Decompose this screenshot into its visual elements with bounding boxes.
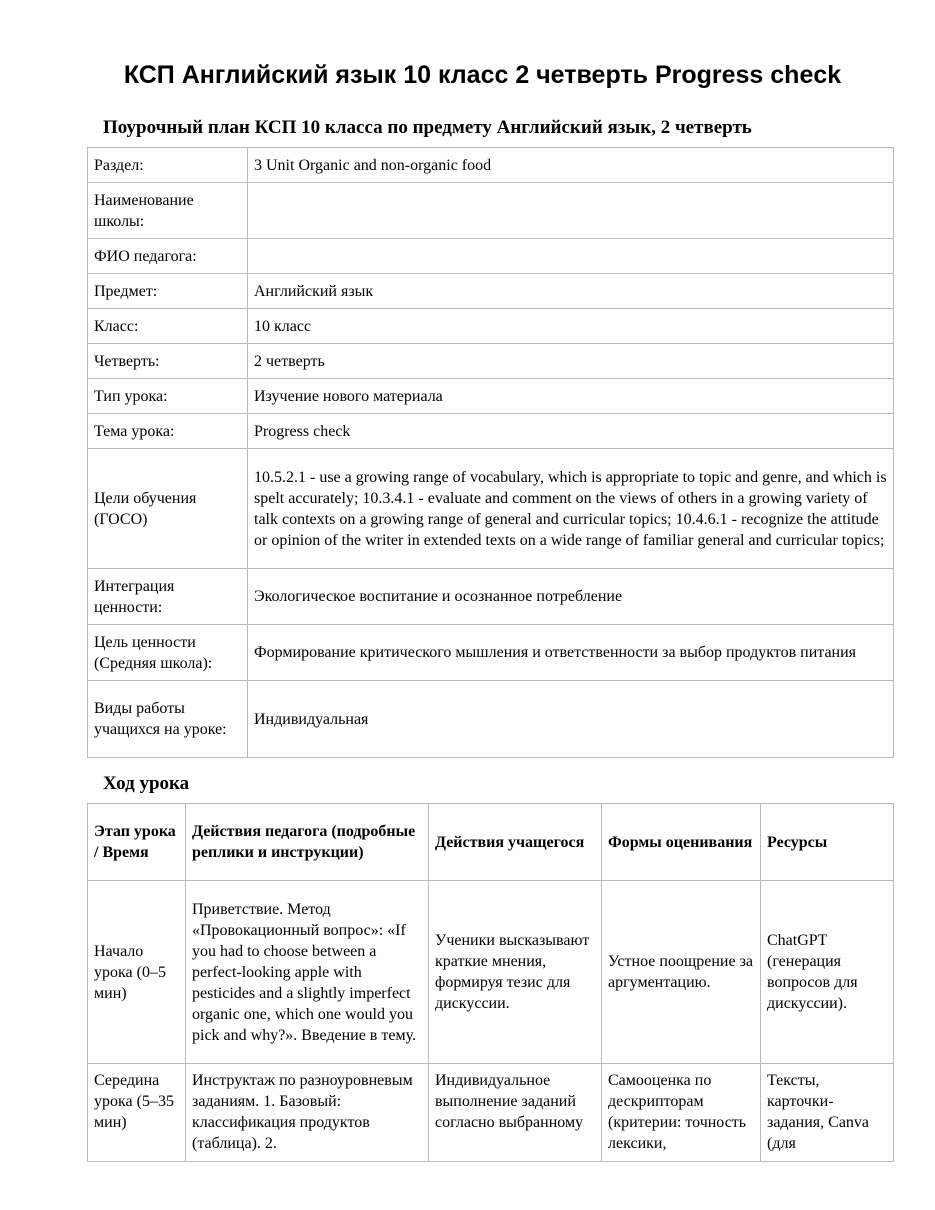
info-row-value-integration	[88, 569, 894, 625]
header-assessment: Формы оценивания	[602, 804, 761, 881]
info-label: Виды работы учащихся на уроке:	[88, 681, 248, 758]
lesson-table-header-row	[88, 804, 894, 881]
lesson-course-heading: Ход урока	[103, 773, 190, 794]
stage-cell: Начало урока (0–5 мин)	[88, 881, 186, 1064]
info-row-school	[88, 183, 894, 239]
info-label: Раздел:	[88, 148, 248, 183]
info-label: Предмет:	[88, 274, 248, 309]
info-value	[248, 239, 894, 274]
info-value: 2 четверть	[248, 344, 894, 379]
assessment-cell: Самооценка по дескрипторам (критерии: точность лексики,	[602, 1064, 761, 1162]
lesson-course-table	[87, 803, 894, 1162]
info-row-quarter	[88, 344, 894, 379]
plan-heading: Поурочный план КСП 10 класса по предмету Английский язык, 2 четверть	[103, 117, 752, 138]
info-row-section	[88, 148, 894, 183]
info-label: ФИО педагога:	[88, 239, 248, 274]
resources-cell: Тексты, карточки-задания, Canva (для	[761, 1064, 894, 1162]
info-value: Progress check	[248, 414, 894, 449]
table-row	[88, 1064, 894, 1162]
info-label: Четверть:	[88, 344, 248, 379]
info-value	[248, 183, 894, 239]
info-value: Формирование критического мышления и ответственности за выбор продуктов питания	[248, 625, 894, 681]
info-row-subject	[88, 274, 894, 309]
header-resources: Ресурсы	[761, 804, 894, 881]
info-row-learning-objectives	[88, 449, 894, 569]
info-label: Тип урока:	[88, 379, 248, 414]
info-label: Тема урока:	[88, 414, 248, 449]
teacher-actions-cell: Инструктаж по разноуровневым заданиям. 1. Базовый: классификация продуктов (таблица). 2.	[186, 1064, 429, 1162]
info-value: Индивидуальная	[248, 681, 894, 758]
info-value: 3 Unit Organic and non-organic food	[248, 148, 894, 183]
document-title: КСП Английский язык 10 класс 2 четверть Progress check	[123, 61, 842, 89]
info-value: Английский язык	[248, 274, 894, 309]
header-teacher-actions: Действия педагога (подробные реплики и инструкции)	[186, 804, 429, 881]
table-row	[88, 881, 894, 1064]
lesson-info-table	[87, 147, 894, 758]
resources-cell: ChatGPT (генерация вопросов для дискуссии).	[761, 881, 894, 1064]
info-row-grade	[88, 309, 894, 344]
info-label: Цель ценности (Средняя школа):	[88, 625, 248, 681]
info-row-topic	[88, 414, 894, 449]
info-value: Экологическое воспитание и осознанное потребление	[248, 569, 894, 625]
info-row-teacher	[88, 239, 894, 274]
student-actions-cell: Ученики высказывают краткие мнения, формируя тезис для дискуссии.	[429, 881, 602, 1064]
info-label: Класс:	[88, 309, 248, 344]
stage-cell: Середина урока (5–35 мин)	[88, 1064, 186, 1162]
info-value: Изучение нового материала	[248, 379, 894, 414]
header-stage: Этап урока / Время	[88, 804, 186, 881]
info-value: 10 класс	[248, 309, 894, 344]
student-actions-cell: Индивидуальное выполнение заданий согласно выбранному	[429, 1064, 602, 1162]
info-row-work-types	[88, 681, 894, 758]
info-row-value-goal	[88, 625, 894, 681]
info-label: Цели обучения (ГОСО)	[88, 449, 248, 569]
info-label: Наименование школы:	[88, 183, 248, 239]
info-row-lesson-type	[88, 379, 894, 414]
header-student-actions: Действия учащегося	[429, 804, 602, 881]
info-label: Интеграция ценности:	[88, 569, 248, 625]
info-value: 10.5.2.1 - use a growing range of vocabulary, which is appropriate to topic and genre, and which is spelt accurately; 10.3.4.1 - evaluate and comment on the views of others in a growing variety of talk contexts on a growing range of general and curricular topics; 10.4.6.1 - recognize the attitude or opinion of the writer in extended texts on a wide range of familiar general and curricular topics;	[248, 449, 894, 569]
assessment-cell: Устное поощрение за аргументацию.	[602, 881, 761, 1064]
teacher-actions-cell: Приветствие. Метод «Провокационный вопрос»: «If you had to choose between a perfect-looking apple with pesticides and a slightly imperfect organic one, which one would you pick and why?». Введение в тему.	[186, 881, 429, 1064]
